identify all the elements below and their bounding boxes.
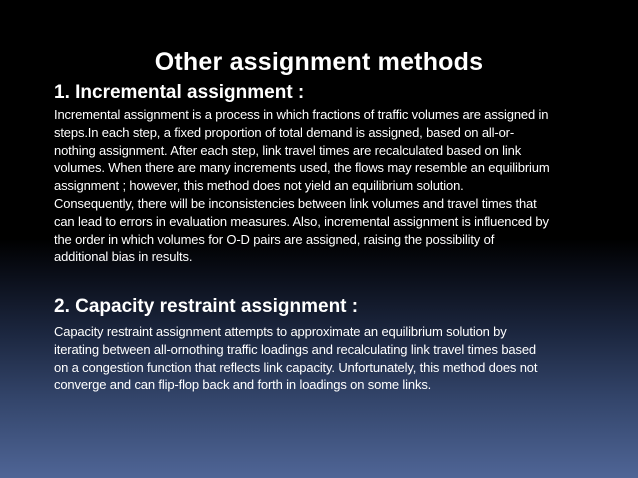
body-line: additional bias in results. — [54, 249, 193, 265]
body-line: assignment ; however, this method does not yield an equilibrium solution. — [54, 178, 464, 194]
body-line: Incremental assignment is a process in which fractions of traffic volumes are assigned in — [54, 107, 549, 122]
body-line: converge and can flip-flop back and forth in loadings on some links. — [54, 377, 432, 393]
body-line: steps.In each step, a fixed proportion of total demand is assigned, based on all-or- — [54, 124, 515, 140]
body-line: the order in which volumes for O-D pairs are assigned, raising the possibility of — [54, 231, 495, 247]
body-line: iterating between all-ornothing traffic loadings and recalculating link travel times based — [54, 341, 536, 357]
section-body-capacity-restraint — [54, 323, 638, 394]
body-line: Capacity restraint assignment attempts to approximate an equilibrium solution by — [54, 324, 507, 339]
section-heading-capacity-restraint: 2. Capacity restraint assignment : — [54, 296, 359, 317]
body-line: can lead to errors in evaluation measures. Also, incremental assignment is influenced by — [54, 213, 549, 229]
section-body-incremental — [54, 106, 638, 266]
body-line: on a congestion function that reflects link capacity. Unfortunately, this method does not — [54, 359, 538, 375]
body-line: nothing assignment. After each step, link travel times are recalculated based on link — [54, 142, 522, 158]
body-line: volumes. When there are many increments used, the flows may resemble an equilibrium — [54, 160, 550, 176]
section-heading-incremental: 1. Incremental assignment : — [54, 82, 305, 103]
slide-title: Other assignment methods — [154, 48, 484, 76]
body-line: Consequently, there will be inconsistencies between link volumes and travel times that — [54, 195, 537, 211]
